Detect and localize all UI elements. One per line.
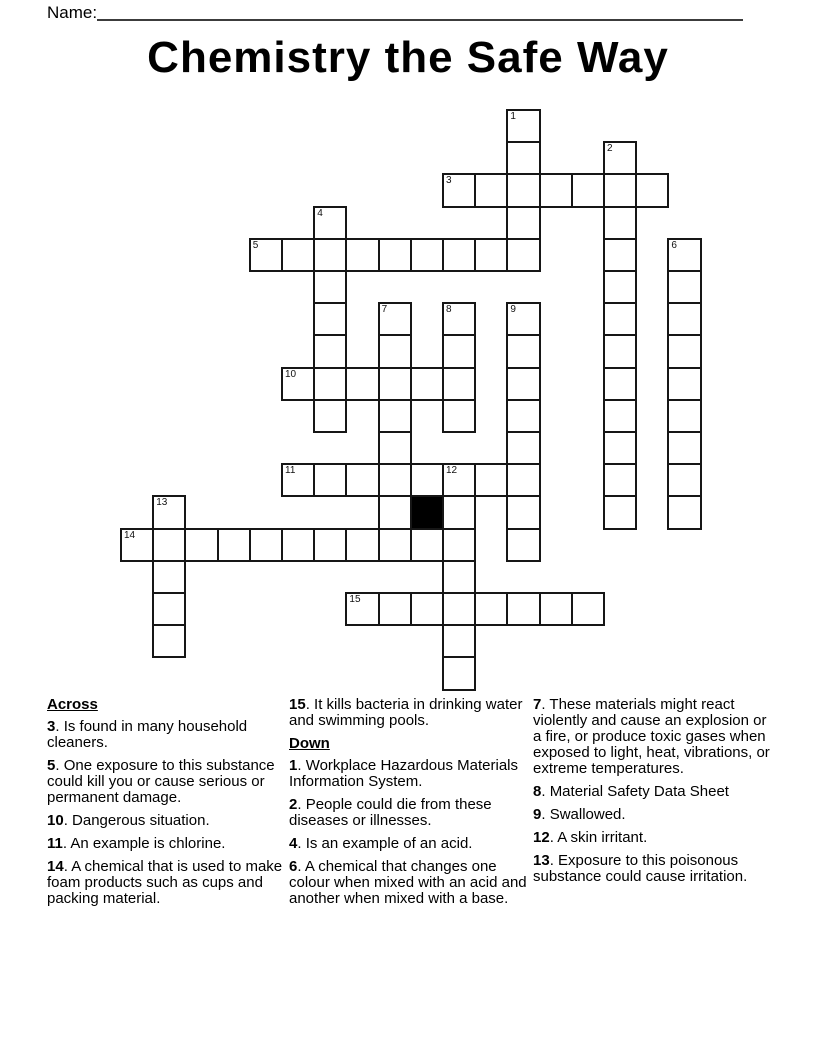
grid-cell[interactable]: [667, 238, 701, 272]
grid-cell[interactable]: [410, 238, 444, 272]
grid-cell[interactable]: [603, 463, 637, 497]
grid-cell[interactable]: [410, 528, 444, 562]
clue-down-4: [289, 836, 529, 852]
grid-cell[interactable]: [313, 206, 347, 240]
grid-cell[interactable]: [120, 528, 154, 562]
clue-text: Swallowed.: [549, 806, 626, 823]
grid-cell[interactable]: [345, 367, 379, 401]
grid-cell[interactable]: [313, 270, 347, 304]
grid-cell[interactable]: [603, 495, 637, 529]
grid-cell[interactable]: [249, 238, 283, 272]
clue-down-1: [289, 758, 529, 790]
grid-cell-number: 6: [671, 239, 677, 251]
clue-text: Material Safety Data Sheet: [549, 783, 729, 800]
grid-cell[interactable]: [667, 495, 701, 529]
clue-text: People could die from these diseases or illnesses.: [289, 796, 492, 829]
grid-cell[interactable]: [506, 367, 540, 401]
clue-text: One exposure to this substance could kill you or cause serious or permanent damage.: [47, 757, 275, 806]
grid-cell[interactable]: [442, 560, 476, 594]
clue-number: 6: [289, 858, 298, 875]
grid-cell[interactable]: [152, 495, 186, 529]
grid-cell[interactable]: [345, 463, 379, 497]
grid-cell[interactable]: [378, 495, 412, 529]
clue-number-separator: .: [297, 796, 306, 813]
grid-cell[interactable]: [667, 431, 701, 465]
grid-cell[interactable]: [281, 463, 315, 497]
clue-number: 9: [533, 806, 542, 823]
grid-cell-number: 1: [510, 111, 516, 122]
clue-text: Exposure to this poisonous substance could cause irritation.: [533, 852, 748, 885]
grid-cell[interactable]: [506, 206, 540, 240]
grid-cell[interactable]: [539, 173, 573, 207]
clue-number: 7: [533, 696, 542, 713]
clue-text: Is found in many household cleaners.: [47, 718, 248, 751]
grid-cell[interactable]: [313, 334, 347, 368]
clue-number-separator: .: [63, 812, 73, 829]
grid-cell[interactable]: [603, 141, 637, 175]
clue-number-separator: .: [541, 696, 550, 713]
grid-cell[interactable]: [667, 270, 701, 304]
grid-cell[interactable]: [506, 173, 540, 207]
clue-number: 13: [533, 852, 550, 869]
grid-cell[interactable]: [442, 302, 476, 336]
clue-across-5: [47, 758, 287, 806]
clue-number: 4: [289, 835, 298, 852]
clue-number: 14: [47, 858, 64, 875]
grid-cell[interactable]: [506, 334, 540, 368]
grid-cell[interactable]: [442, 173, 476, 207]
grid-cell[interactable]: [410, 592, 444, 626]
grid-cell-number: 12: [446, 465, 458, 477]
grid-cell[interactable]: [313, 238, 347, 272]
grid-cell[interactable]: [442, 495, 476, 529]
clue-section-header-down: Down: [289, 735, 330, 752]
grid-cell[interactable]: [506, 592, 540, 626]
clue-number-separator: .: [297, 757, 306, 774]
grid-cell-number: 10: [285, 368, 297, 380]
grid-cell[interactable]: [410, 367, 444, 401]
grid-cell[interactable]: [667, 399, 701, 433]
grid-cell[interactable]: [667, 302, 701, 336]
clue-down-8: [533, 784, 773, 800]
grid-cell[interactable]: [474, 592, 508, 626]
clue-down-9: [533, 807, 773, 823]
grid-cell[interactable]: [378, 334, 412, 368]
grid-cell[interactable]: [378, 463, 412, 497]
clue-section-header-across: Across: [47, 696, 98, 713]
clue-number-separator: .: [297, 858, 305, 875]
grid-cell[interactable]: [345, 238, 379, 272]
grid-cell[interactable]: [281, 238, 315, 272]
grid-cell[interactable]: [667, 334, 701, 368]
grid-cell[interactable]: [474, 463, 508, 497]
grid-cell[interactable]: [442, 238, 476, 272]
clue-number-separator: .: [55, 757, 64, 774]
grid-cell[interactable]: [152, 592, 186, 626]
grid-cell[interactable]: [442, 656, 476, 690]
grid-cell[interactable]: [378, 238, 412, 272]
name-line[interactable]: [97, 2, 743, 21]
grid-cell[interactable]: [603, 431, 637, 465]
clue-number: 12: [533, 829, 550, 846]
clue-number-separator: .: [541, 806, 550, 823]
clue-number: 5: [47, 757, 56, 774]
grid-cell[interactable]: [313, 463, 347, 497]
clue-number-separator: .: [55, 718, 64, 735]
grid-cell[interactable]: [603, 238, 637, 272]
grid-cell[interactable]: [442, 463, 476, 497]
grid-cell[interactable]: [506, 528, 540, 562]
grid-cell[interactable]: [217, 528, 251, 562]
grid-cell[interactable]: [184, 528, 218, 562]
grid-cell[interactable]: [152, 560, 186, 594]
grid-cell[interactable]: [474, 238, 508, 272]
grid-cell[interactable]: [506, 399, 540, 433]
grid-cell[interactable]: [506, 238, 540, 272]
grid-cell[interactable]: [313, 302, 347, 336]
grid-cell[interactable]: [313, 399, 347, 433]
clue-across-14: [47, 859, 287, 907]
grid-cell[interactable]: [442, 334, 476, 368]
clue-down-2: [289, 797, 529, 829]
clue-text: Dangerous situation.: [72, 812, 210, 829]
clue-across-10: [47, 813, 287, 829]
grid-cell[interactable]: [442, 399, 476, 433]
grid-cell[interactable]: [667, 367, 701, 401]
clue-down-6: [289, 859, 529, 907]
grid-cell[interactable]: [506, 141, 540, 175]
clue-number: 8: [533, 783, 542, 800]
grid-cell-number: 9: [510, 304, 516, 316]
grid-cell[interactable]: [571, 173, 605, 207]
grid-cell[interactable]: [249, 528, 283, 562]
grid-cell-number: 4: [317, 207, 323, 219]
clue-number-separator: .: [63, 858, 72, 875]
clue-number: 15: [289, 696, 306, 713]
clue-down-13: [533, 853, 773, 885]
clue-column-1: [47, 697, 287, 914]
grid-cell[interactable]: [667, 463, 701, 497]
grid-cell-number: 13: [156, 497, 168, 509]
grid-cell[interactable]: [506, 109, 540, 143]
clue-number-separator: .: [541, 783, 550, 800]
grid-cell[interactable]: [410, 463, 444, 497]
name-label: Name:: [47, 3, 98, 22]
grid-cell-number: 14: [124, 529, 136, 541]
clue-number: 3: [47, 718, 56, 735]
grid-cell[interactable]: [603, 173, 637, 207]
grid-cell[interactable]: [313, 528, 347, 562]
grid-cell-number: 3: [446, 175, 452, 187]
grid-cell[interactable]: [635, 173, 669, 207]
grid-cell-number: 11: [285, 465, 296, 477]
grid-cell[interactable]: [506, 495, 540, 529]
clue-number-separator: .: [549, 829, 558, 846]
grid-cell[interactable]: [152, 624, 186, 658]
grid-cell[interactable]: [281, 528, 315, 562]
clue-text: A chemical that changes one colour when mixed with an acid and another when mixed with a base.: [289, 858, 527, 907]
clue-number-separator: .: [297, 835, 306, 852]
grid-cell[interactable]: [378, 528, 412, 562]
clue-across-3: [47, 719, 287, 751]
grid-cell[interactable]: [603, 270, 637, 304]
grid-cell[interactable]: [539, 592, 573, 626]
grid-cell[interactable]: [378, 302, 412, 336]
clue-number: 11: [47, 835, 63, 852]
clue-down-7: [533, 697, 773, 777]
grid-cell-black: [410, 495, 444, 529]
clue-number: 2: [289, 796, 298, 813]
grid-cell[interactable]: [378, 592, 412, 626]
clue-across-11: [47, 836, 287, 852]
clue-number: 10: [47, 812, 64, 829]
clue-number-separator: .: [62, 835, 71, 852]
clue-across-15: [289, 697, 529, 729]
grid-cell[interactable]: [378, 399, 412, 433]
grid-cell[interactable]: [378, 431, 412, 465]
grid-cell[interactable]: [474, 173, 508, 207]
clue-column-3: [533, 697, 773, 892]
grid-cell[interactable]: [506, 302, 540, 336]
grid-cell[interactable]: [571, 592, 605, 626]
grid-cell[interactable]: [378, 367, 412, 401]
grid-cell[interactable]: [506, 463, 540, 497]
clue-number: 1: [289, 757, 298, 774]
grid-cell[interactable]: [603, 334, 637, 368]
clue-text: A skin irritant.: [557, 829, 648, 846]
grid-cell[interactable]: [603, 367, 637, 401]
grid-cell[interactable]: [442, 592, 476, 626]
clue-text: Is an example of an acid.: [305, 835, 473, 852]
grid-cell[interactable]: [442, 367, 476, 401]
grid-cell[interactable]: [345, 592, 379, 626]
grid-cell[interactable]: [603, 206, 637, 240]
clue-text: Workplace Hazardous Materials Information System.: [289, 757, 518, 790]
clue-column-2: [289, 697, 529, 914]
grid-cell[interactable]: [603, 302, 637, 336]
grid-cell[interactable]: [345, 528, 379, 562]
grid-cell[interactable]: [442, 624, 476, 658]
grid-cell-number: 7: [381, 304, 388, 316]
clue-number-separator: .: [305, 696, 315, 713]
clue-text: An example is chlorine.: [70, 835, 226, 852]
clue-down-12: [533, 830, 773, 846]
grid-cell[interactable]: [603, 399, 637, 433]
grid-cell[interactable]: [152, 528, 186, 562]
grid-cell-number: 2: [607, 143, 613, 155]
grid-cell[interactable]: [281, 367, 315, 401]
clue-text: A chemical that is used to make foam products such as cups and packing material.: [47, 858, 283, 907]
clue-number-separator: .: [549, 852, 559, 869]
clue-text: These materials might react violently and cause an explosion or a fire, or produce toxic gases when exposed to light, heat, vibrations, or extreme temperatures.: [533, 696, 770, 777]
grid-cell[interactable]: [442, 528, 476, 562]
clue-text: It kills bacteria in drinking water and swimming pools.: [289, 696, 523, 729]
grid-cell[interactable]: [313, 367, 347, 401]
grid-cell-number: 5: [252, 239, 259, 251]
page-title: Chemistry the Safe Way: [147, 33, 669, 82]
grid-cell-number: 15: [349, 594, 361, 605]
grid-cell-number: 8: [446, 304, 452, 316]
grid-cell[interactable]: [506, 431, 540, 465]
